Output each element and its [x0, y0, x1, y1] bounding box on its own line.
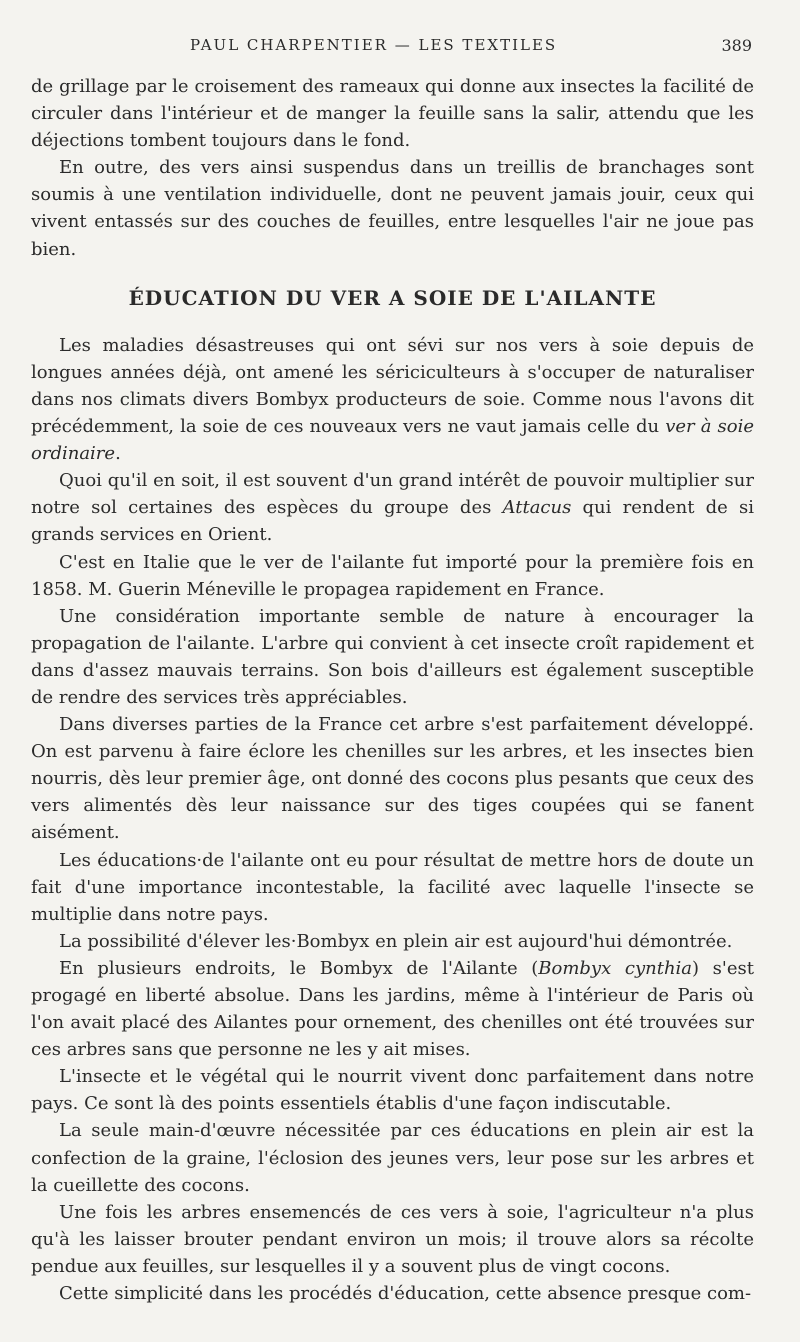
- text-run: qui rendent de si grands services en Orient.: [31, 497, 755, 546]
- body-text: [31, 73, 754, 1307]
- paragraph: L'insecte et le végétal qui le nourrit vivent donc parfaitement dans notre pays. Ce sont là des points essentiels établis d'une façon indiscutable.: [31, 1066, 754, 1115]
- paragraph: Une considération importante semble de nature à encourager la propagation de l'ailante. L'arbre qui convient à cet insecte croît rapidement et dans d'assez mauvais terrains. Son bois d'ailleurs est également susceptible de rendre des services très appréciables.: [31, 605, 754, 708]
- paragraph: Cette simplicité dans les procédés d'éducation, cette absence presque com-: [59, 1283, 752, 1305]
- paragraph: [31, 467, 754, 548]
- paragraph: de grillage par le croisement des rameaux qui donne aux insectes la facilité de circuler dans l'intérieur et de manger la feuille sans la salir, attendu que les déjections tombent toujours dans le fond.: [31, 76, 754, 152]
- paragraph: Dans diverses parties de la France cet arbre s'est parfaitement développé. On est parvenu à faire éclore les chenilles sur les arbres, et les insectes bien nourris, dès leur premier âge, ont donné des cocons plus pesants que ceux des vers alimentés dès leur naissance sur des tiges coupées qui se fanent aisément.: [31, 714, 754, 844]
- italic-text: Attacus: [502, 497, 572, 519]
- section-title: ÉDUCATION DU VER A SOIE DE L'AILANTE: [128, 285, 657, 310]
- italic-text: ver à soie ordinaire: [31, 416, 754, 465]
- italic-text: Bombyx cynthia: [538, 957, 693, 979]
- text-run: .: [115, 443, 121, 465]
- text-run: Les maladies désastreuses qui ont sévi sur nos vers à soie depuis de longues années déjà, ont amené les sériciculteurs à s'occuper de naturaliser dans nos climats divers Bombyx producteurs de soie. Comme nous l'avons dit précédemment, la soie de ces nouveaux vers ne vaut jamais celle du: [31, 334, 754, 438]
- text-run: En plusieurs endroits, le Bombyx de l'Ailante (: [59, 957, 539, 979]
- paragraph: Les éducations·de l'ailante ont eu pour résultat de mettre hors de doute un fait d'une importance incontestable, la facilité avec laquelle l'insecte se multiplie dans notre pays.: [31, 849, 754, 925]
- paragraph: C'est en Italie que le ver de l'ailante fut importé pour la première fois en 1858. M. Guerin Méneville le propagea rapidement en France.: [31, 551, 754, 600]
- paragraph: [31, 955, 754, 1063]
- page-header: [0, 36, 800, 62]
- running-title: PAUL CHARPENTIER — LES TEXTILES: [190, 36, 558, 54]
- paragraph: La possibilité d'élever les·Bombyx en plein air est aujourd'hui démontrée.: [59, 930, 733, 952]
- paragraph: [31, 332, 754, 467]
- page-number: 389: [721, 36, 752, 55]
- paragraph: Une fois les arbres ensemencés de ces vers à soie, l'agriculteur n'a plus qu'à les laisser brouter pendant environ un mois; il trouve alors sa récolte pendue aux feuilles, sur lesquelles il y a souvent plus de vingt cocons.: [31, 1201, 754, 1277]
- paragraph: En outre, des vers ainsi suspendus dans un treillis de branchages sont soumis à une ventilation individuelle, dont ne peuvent jamais jouir, ceux qui vivent entassés sur des couches de feuilles, entre lesquelles l'air ne joue pas bien.: [31, 157, 754, 260]
- text-run: Quoi qu'il en soit, il est souvent d'un grand intérêt de pouvoir multiplier sur notre sol certaines des espèces du groupe des: [31, 470, 754, 519]
- paragraph: La seule main-d'œuvre nécessitée par ces éducations en plein air est la confection de la graine, l'éclosion des jeunes vers, leur pose sur les arbres et la cueillette des cocons.: [31, 1120, 754, 1196]
- text-run: ) s'est progagé en liberté absolue. Dans les jardins, même à l'intérieur de Paris où l'on avait placé des Ailantes pour ornement, des chenilles ont été trouvées sur ces arbres sans que personne ne les y ait mises.: [31, 957, 754, 1061]
